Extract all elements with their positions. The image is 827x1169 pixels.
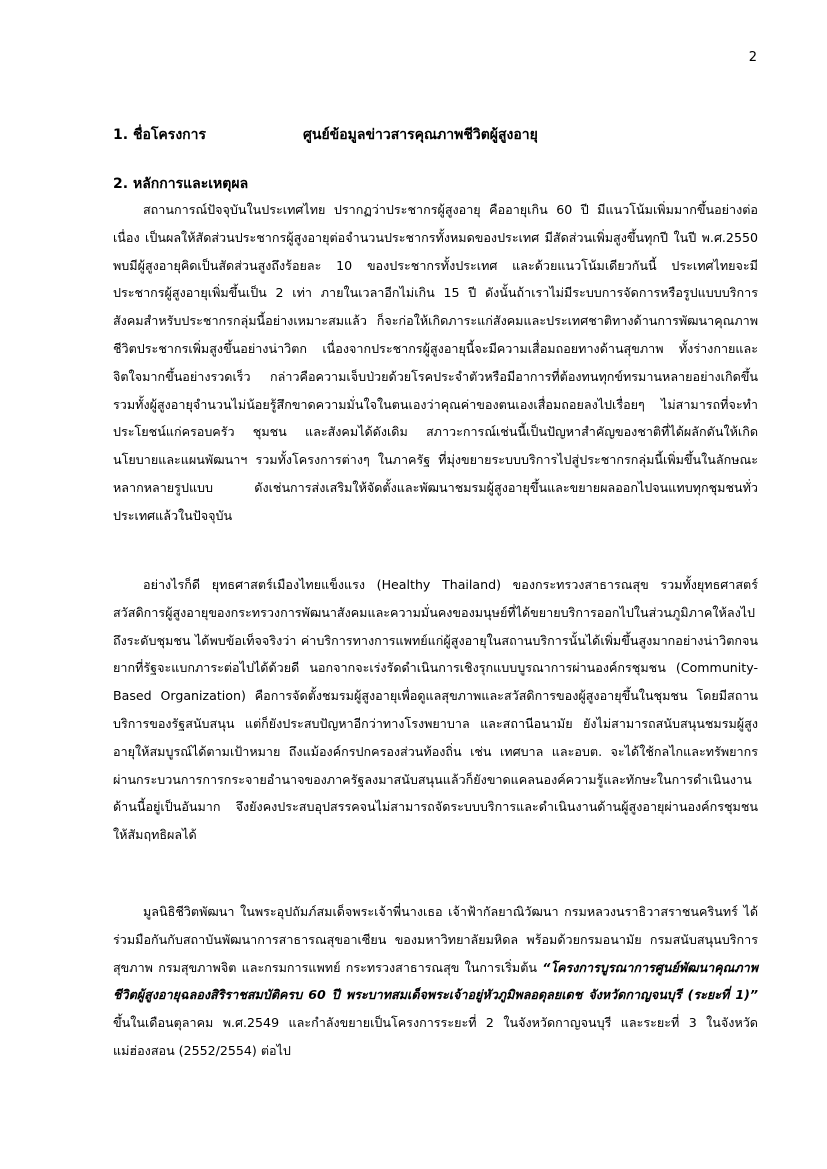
paragraph-3 (113, 898, 758, 1065)
paragraph-2-text: อย่างไรก็ดี ยุทธศาสตร์เมืองไทยแข็งแรง (Healthy Thailand) ของกระทรวงสาธารณสุข รวมทั้งยุทธศาสตร์สวัสดิการผู้สูงอายุของกระทรวงการพัฒนาสังคมและความมั่นคงของมนุษย์ที่ได้ขยายบริการออกไปในส่วนภูมิภาคให้ลงไปถึงระดับชุมชน ได้พบข้อเท็จจริงว่า ค่าบริการทางการแพทย์แก่ผู้สูงอายุในสถานบริการนั้นได้เพิ่มขึ้นสูงมากอย่างน่าวิตกจนยากที่รัฐจะแบกภาระต่อไปได้ด้วยดี นอกจากจะเร่งรัดดำเนินการเชิงรุกแบบบูรณาการผ่านองค์กรชุมชน (Community-Based Organization) คือการจัดตั้งชมรมผู้สูงอายุเพื่อดูแลสุขภาพและสวัสดิการของผู้สูงอายุขึ้นในชุมชน โดยมีสถานบริการของรัฐสนับสนุน แต่ก็ยังประสบปัญหาอีกว่าทางโรงพยาบาล และสถานีอนามัย ยังไม่สามารถสนับสนุนชมรมผู้สูงอายุให้สมบูรณ์ได้ตามเป้าหมาย ถึงแม้องค์กรปกครองส่วนท้องถิ่น เช่น เทศบาล และอบต. จะได้ใช้กลไกและทรัพยากรผ่านกระบวนการการกระจายอำนาจของภาครัฐลงมาสนับสนุนแล้วก็ยังขาดแคลนองค์ความรู้และทักษะในการดำเนินงานด้านนี้อยู่เป็นอันมาก จึงยังคงประสบอุปสรรคจนไม่สามารถจัดระบบบริการและดำเนินงานด้านผู้สูงอายุผ่านองค์กรชุมชนให้สัมฤทธิผลได้ (113, 577, 758, 843)
paragraph-1 (113, 196, 758, 530)
page-number: 2 (748, 50, 757, 65)
section-2-label: หลักการและเหตุผล (133, 176, 249, 192)
section-1-heading (113, 124, 538, 146)
paragraph-3-text-after: ขึ้นในเดือนตุลาคม พ.ศ.2549 และกำลังขยายเป็นโครงการระยะที่ 2 ในจังหวัดกาญจนบุรี และระยะที่ 3 ในจังหวัดแม่ฮ่องสอน (2552/2554) ต่อไป (113, 1015, 758, 1058)
paragraph-3-project-title: “โครงการบูรณาการศูนย์พัฒนาคุณภาพชีวิตผู้สูงอายุฉลองสิริราชสมบัติครบ 60 ปี พระบาทสมเด็จพระเจ้าอยู่หัวภูมิพลอดุลยเดช จังหวัดกาญจนบุรี (ระยะที่ 1)” (113, 959, 758, 1003)
project-name: ศูนย์ข้อมูลข่าวสารคุณภาพชีวิตผู้สูงอายุ (303, 127, 538, 143)
paragraph-1-text: สถานการณ์ปัจจุบันในประเทศไทย ปรากฏว่าประชากรผู้สูงอายุ คืออายุเกิน 60 ปี มีแนวโน้มเพิ่มมากขึ้นอย่างต่อเนื่อง เป็นผลให้สัดส่วนประชากรผู้สูงอายุต่อจำนวนประชากรทั้งหมดของประเทศ มีสัดส่วนเพิ่มสูงขึ้นทุกปี ในปี พ.ศ.2550 พบมีผู้สูงอายุคิดเป็นสัดส่วนสูงถึงร้อยละ 10 ของประชากรทั้งประเทศ และด้วยแนวโน้มเดียวกันนี้ ประเทศไทยจะมีประชากรผู้สูงอายุเพิ่มขึ้นเป็น 2 เท่า ภายในเวลาอีกไม่เกิน 15 ปี ดังนั้นถ้าเราไม่มีระบบการจัดการหรือรูปแบบบริการสังคมสำหรับประชากรกลุ่มนี้อย่างเหมาะสมแล้ว ก็จะก่อให้เกิดภาระแก่สังคมและประเทศชาติทางด้านการพัฒนาคุณภาพชีวิตประชากรเพิ่มสูงขึ้นอย่างน่าวิตก เนื่องจากประชากรผู้สูงอายุนี้จะมีความเสื่อมถอยทางด้านสุขภาพ ทั้งร่างกายและจิตใจมากขึ้นอย่างรวดเร็ว กล่าวคือความเจ็บป่วยด้วยโรคประจำตัวหรือมีอาการที่ต้องทนทุกข์ทรมานหลายอย่างเกิดขึ้น รวมทั้งผู้สูงอายุจำนวนไม่น้อยรู้สึกขาดความมั่นใจในตนเองว่าคุณค่าของตนเองเสื่อมถอยลงไปเรื่อยๆ ไม่สามารถที่จะทำประโยชน์แก่ครอบครัว ชุมชน และสังคมได้ดังเดิม สภาวะการณ์เช่นนี้เป็นปัญหาสำคัญของชาติที่ได้ผลักดันให้เกิดนโยบายและแผนพัฒนาฯ รวมทั้งโครงการต่างๆ ในภาครัฐ ที่มุ่งขยายระบบบริการไปสู่ประชากรกลุ่มนี้เพิ่มขึ้นในลักษณะหลากหลายรูปแบบ ดังเช่นการส่งเสริมให้จัดตั้งและพัฒนาชมรมผู้สูงอายุขึ้นและขยายผลออกไปจนแทบทุกชุมชนทั่วประเทศแล้วในปัจจุบัน (113, 202, 758, 523)
section-2-number: 2. (113, 176, 129, 192)
paragraph-2 (113, 571, 758, 849)
section-1-number: 1. (113, 127, 129, 143)
section-2-heading (113, 173, 248, 195)
section-1-label: ชื่อโครงการ (133, 127, 207, 143)
paragraph-3-text-before: มูลนิธิชีวิตพัฒนา ในพระอุปถัมภ์สมเด็จพระเจ้าพี่นางเธอ เจ้าฟ้ากัลยาณิวัฒนา กรมหลวงนราธิวาสราชนครินทร์ ได้ร่วมมือกันกับสถาบันพัฒนาการสาธารณสุขอาเซียน ของมหาวิทยาลัยมหิดล พร้อมด้วยกรมอนามัย กรมสนับสนุนบริการสุขภาพ กรมสุขภาพจิต และกรมการแพทย์ กระทรวงสาธารณสุข ในการเริ่มต้น (113, 904, 758, 975)
